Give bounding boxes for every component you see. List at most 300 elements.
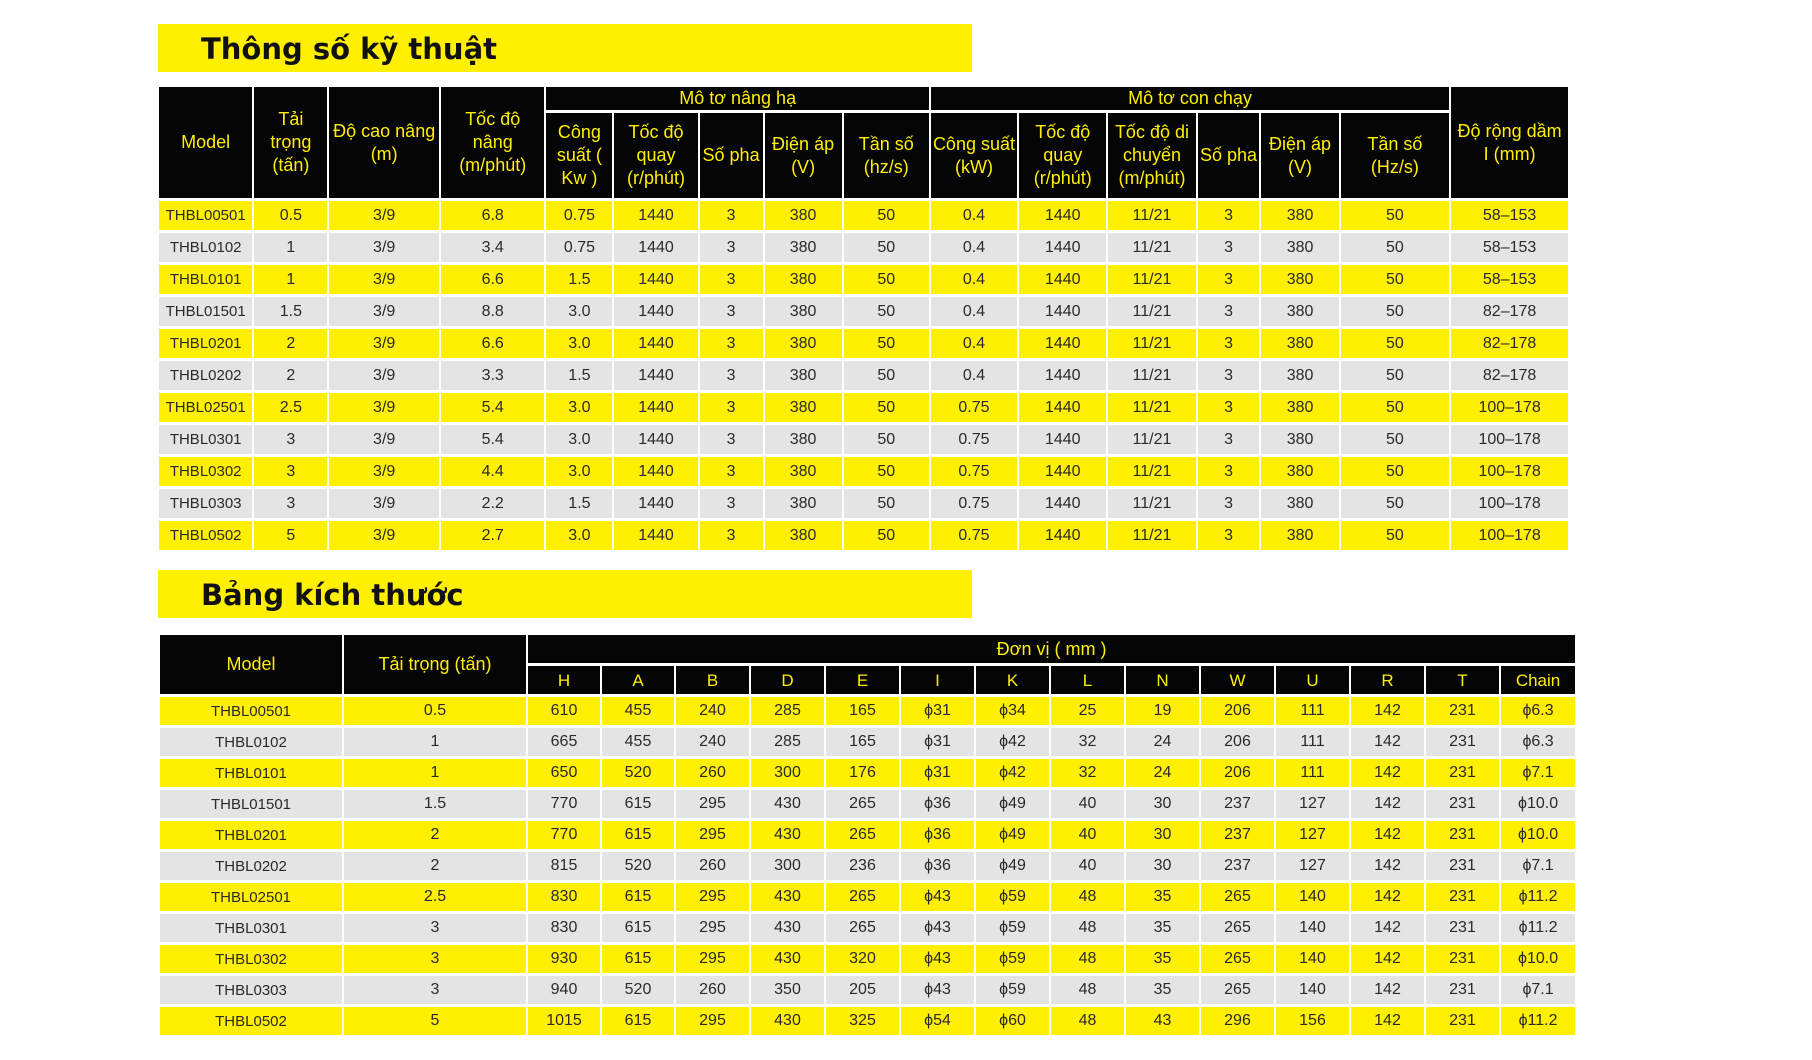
- table-cell: 1440: [1019, 521, 1106, 550]
- table-cell: 231: [1426, 759, 1499, 787]
- table-cell: 5.4: [441, 425, 544, 454]
- table-cell: 100–178: [1451, 425, 1568, 454]
- table-cell: 3.0: [546, 297, 612, 326]
- table-cell: 50: [1341, 457, 1450, 486]
- dim-col-header: A: [602, 666, 674, 694]
- table-cell: 140: [1276, 976, 1349, 1004]
- table-cell: 6.6: [441, 265, 544, 294]
- table-cell: 770: [528, 821, 600, 849]
- specs-table-row: [159, 393, 1568, 422]
- table-cell: 127: [1276, 852, 1349, 880]
- table-cell: 0.4: [931, 265, 1017, 294]
- table-cell: 50: [844, 329, 929, 358]
- dim-col-header: L: [1051, 666, 1124, 694]
- table-cell: 3: [1198, 457, 1260, 486]
- table-cell: 142: [1351, 697, 1424, 725]
- dimensions-table-row: [160, 976, 1575, 1004]
- table-cell: 1440: [1019, 457, 1106, 486]
- table-cell: 50: [844, 425, 929, 454]
- table-cell: ϕ6.3: [1501, 697, 1575, 725]
- table-cell: 2: [344, 821, 526, 849]
- table-cell: 11/21: [1108, 233, 1195, 262]
- table-cell: 265: [826, 790, 899, 818]
- table-cell: ϕ7.1: [1501, 759, 1575, 787]
- table-cell: 615: [602, 883, 674, 911]
- table-cell: 5: [344, 1007, 526, 1035]
- header-beam-width: Độ rộng dầm I (mm): [1451, 87, 1568, 198]
- table-cell: 0.75: [931, 489, 1017, 518]
- table-cell: 3: [700, 521, 763, 550]
- model-cell: THBL0502: [159, 521, 252, 550]
- table-cell: 3: [700, 457, 763, 486]
- model-cell: THBL00501: [160, 697, 342, 725]
- model-cell: THBL0102: [160, 728, 342, 756]
- table-cell: 5.4: [441, 393, 544, 422]
- section-title-specs: Thông số kỹ thuật: [201, 32, 498, 66]
- table-cell: 3: [1198, 393, 1260, 422]
- dim-col-header: Chain: [1501, 666, 1575, 694]
- table-cell: 615: [602, 1007, 674, 1035]
- header-lift-height: Độ cao nâng (m): [329, 87, 439, 198]
- table-cell: 1440: [614, 393, 697, 422]
- table-cell: 3: [700, 329, 763, 358]
- table-cell: 205: [826, 976, 899, 1004]
- model-cell: THBL0101: [159, 265, 252, 294]
- table-cell: ϕ7.1: [1501, 976, 1575, 1004]
- table-cell: 1440: [1019, 265, 1106, 294]
- table-cell: 1.5: [546, 489, 612, 518]
- specs-table-row: [159, 521, 1568, 550]
- table-cell: 380: [765, 233, 842, 262]
- table-cell: 1: [254, 233, 327, 262]
- table-cell: 380: [1261, 329, 1338, 358]
- header-hoist-motor: Mô tơ nâng hạ: [546, 87, 928, 110]
- table-cell: 455: [602, 697, 674, 725]
- header-trolley-speed: Tốc độ di chuyển (m/phút): [1108, 113, 1195, 198]
- dim-header-model: Model: [160, 635, 342, 694]
- table-cell: 1: [344, 759, 526, 787]
- table-cell: 1.5: [546, 361, 612, 390]
- table-cell: 300: [751, 759, 824, 787]
- table-cell: 48: [1051, 1007, 1124, 1035]
- table-cell: 0.75: [931, 425, 1017, 454]
- table-cell: 3.4: [441, 233, 544, 262]
- table-cell: 3.0: [546, 425, 612, 454]
- table-cell: 3: [1198, 201, 1260, 230]
- table-cell: 50: [844, 361, 929, 390]
- table-cell: 32: [1051, 728, 1124, 756]
- table-cell: 1440: [614, 521, 697, 550]
- dimensions-table-row: [160, 914, 1575, 942]
- table-cell: 50: [1341, 297, 1450, 326]
- dimensions-table-row: [160, 728, 1575, 756]
- table-cell: 295: [676, 1007, 749, 1035]
- table-cell: 50: [844, 233, 929, 262]
- table-cell: 142: [1351, 976, 1424, 1004]
- table-cell: 50: [1341, 361, 1450, 390]
- table-cell: 0.4: [931, 361, 1017, 390]
- table-cell: 3.0: [546, 457, 612, 486]
- table-cell: 380: [1261, 425, 1338, 454]
- dim-header-unit: Đơn vị ( mm ): [528, 635, 1575, 663]
- table-cell: 940: [528, 976, 600, 1004]
- specs-table-row: [159, 201, 1568, 230]
- table-cell: 231: [1426, 1007, 1499, 1035]
- table-cell: 380: [765, 201, 842, 230]
- table-cell: 430: [751, 883, 824, 911]
- table-cell: 3/9: [329, 457, 439, 486]
- table-cell: ϕ34: [976, 697, 1049, 725]
- table-cell: 380: [1261, 521, 1338, 550]
- table-cell: 50: [1341, 521, 1450, 550]
- table-cell: 3: [1198, 233, 1260, 262]
- table-cell: 2: [254, 361, 327, 390]
- table-cell: 3/9: [329, 521, 439, 550]
- table-cell: 615: [602, 945, 674, 973]
- table-cell: 650: [528, 759, 600, 787]
- table-cell: 3: [700, 201, 763, 230]
- table-cell: 35: [1126, 914, 1199, 942]
- table-cell: 3: [1198, 297, 1260, 326]
- dimensions-table-row: [160, 852, 1575, 880]
- table-cell: 0.75: [546, 233, 612, 262]
- table-cell: 380: [765, 361, 842, 390]
- table-cell: 50: [844, 201, 929, 230]
- model-cell: THBL01501: [159, 297, 252, 326]
- table-cell: 300: [751, 852, 824, 880]
- table-cell: 206: [1201, 728, 1274, 756]
- table-cell: ϕ43: [901, 914, 974, 942]
- table-cell: 142: [1351, 821, 1424, 849]
- table-cell: 285: [751, 728, 824, 756]
- dimensions-table-row: [160, 945, 1575, 973]
- table-cell: ϕ36: [901, 852, 974, 880]
- table-cell: ϕ43: [901, 883, 974, 911]
- table-cell: ϕ7.1: [1501, 852, 1575, 880]
- table-cell: 295: [676, 914, 749, 942]
- table-cell: 3/9: [329, 393, 439, 422]
- table-cell: 260: [676, 759, 749, 787]
- table-cell: 325: [826, 1007, 899, 1035]
- table-cell: 380: [765, 425, 842, 454]
- table-cell: 1440: [1019, 425, 1106, 454]
- specs-table-row: [159, 233, 1568, 262]
- table-cell: 295: [676, 790, 749, 818]
- table-cell: 50: [1341, 329, 1450, 358]
- table-cell: 8.8: [441, 297, 544, 326]
- table-cell: 3: [700, 393, 763, 422]
- table-cell: 50: [844, 457, 929, 486]
- table-cell: 100–178: [1451, 521, 1568, 550]
- table-cell: ϕ43: [901, 945, 974, 973]
- header-trolley-phase: Số pha: [1198, 113, 1260, 198]
- table-cell: 430: [751, 821, 824, 849]
- table-cell: ϕ10.0: [1501, 945, 1575, 973]
- table-cell: 815: [528, 852, 600, 880]
- table-cell: 1440: [1019, 393, 1106, 422]
- table-cell: ϕ42: [976, 728, 1049, 756]
- table-cell: 1440: [614, 489, 697, 518]
- table-cell: 24: [1126, 759, 1199, 787]
- table-cell: 11/21: [1108, 457, 1195, 486]
- table-cell: ϕ49: [976, 790, 1049, 818]
- table-cell: 1.5: [546, 265, 612, 294]
- table-cell: 231: [1426, 852, 1499, 880]
- table-cell: 11/21: [1108, 329, 1195, 358]
- table-cell: 48: [1051, 945, 1124, 973]
- model-cell: THBL0302: [160, 945, 342, 973]
- table-cell: 296: [1201, 1007, 1274, 1035]
- table-cell: 237: [1201, 852, 1274, 880]
- table-cell: 3: [1198, 521, 1260, 550]
- table-cell: 50: [1341, 489, 1450, 518]
- table-cell: 240: [676, 697, 749, 725]
- table-cell: 3/9: [329, 297, 439, 326]
- model-cell: THBL02501: [160, 883, 342, 911]
- table-cell: 5: [254, 521, 327, 550]
- table-cell: 50: [1341, 265, 1450, 294]
- table-cell: ϕ42: [976, 759, 1049, 787]
- table-cell: 380: [765, 329, 842, 358]
- table-cell: ϕ31: [901, 697, 974, 725]
- table-cell: 0.75: [931, 393, 1017, 422]
- table-cell: 40: [1051, 821, 1124, 849]
- table-cell: 260: [676, 976, 749, 1004]
- table-cell: 3: [254, 425, 327, 454]
- table-cell: ϕ54: [901, 1007, 974, 1035]
- table-cell: 206: [1201, 697, 1274, 725]
- table-cell: 610: [528, 697, 600, 725]
- table-cell: 0.4: [931, 201, 1017, 230]
- model-cell: THBL0502: [160, 1007, 342, 1035]
- table-cell: 165: [826, 728, 899, 756]
- table-cell: 380: [765, 393, 842, 422]
- table-cell: 265: [826, 821, 899, 849]
- table-cell: 265: [826, 914, 899, 942]
- table-cell: 0.4: [931, 297, 1017, 326]
- dim-header-load: Tải trọng (tấn): [344, 635, 526, 694]
- table-cell: 140: [1276, 883, 1349, 911]
- table-cell: 380: [1261, 457, 1338, 486]
- header-hoist-phase: Số pha: [700, 113, 763, 198]
- section-title-dimensions: Bảng kích thước: [201, 578, 464, 612]
- table-cell: 3: [700, 361, 763, 390]
- model-cell: THBL0202: [159, 361, 252, 390]
- specs-table-row: [159, 265, 1568, 294]
- table-cell: 111: [1276, 759, 1349, 787]
- table-cell: 50: [1341, 233, 1450, 262]
- specs-table-body: [159, 201, 1568, 550]
- table-cell: 3: [700, 425, 763, 454]
- table-cell: 40: [1051, 790, 1124, 818]
- table-cell: 100–178: [1451, 489, 1568, 518]
- table-cell: 140: [1276, 945, 1349, 973]
- table-cell: ϕ10.0: [1501, 821, 1575, 849]
- table-cell: 265: [1201, 914, 1274, 942]
- section-banner-dimensions: [158, 570, 972, 618]
- table-cell: 231: [1426, 883, 1499, 911]
- table-cell: 32: [1051, 759, 1124, 787]
- table-cell: 11/21: [1108, 425, 1195, 454]
- table-cell: 3: [1198, 361, 1260, 390]
- table-cell: 3: [1198, 489, 1260, 518]
- table-cell: 3: [254, 457, 327, 486]
- table-cell: 520: [602, 976, 674, 1004]
- table-cell: 1440: [1019, 297, 1106, 326]
- table-cell: 25: [1051, 697, 1124, 725]
- table-cell: ϕ11.2: [1501, 1007, 1575, 1035]
- table-cell: 35: [1126, 883, 1199, 911]
- dim-col-header: R: [1351, 666, 1424, 694]
- table-cell: 165: [826, 697, 899, 725]
- table-cell: 142: [1351, 728, 1424, 756]
- table-cell: 3.0: [546, 521, 612, 550]
- table-cell: 30: [1126, 821, 1199, 849]
- table-cell: 50: [844, 393, 929, 422]
- specs-table-row: [159, 329, 1568, 358]
- table-cell: 206: [1201, 759, 1274, 787]
- table-cell: 0.75: [931, 521, 1017, 550]
- table-cell: ϕ10.0: [1501, 790, 1575, 818]
- table-cell: 237: [1201, 790, 1274, 818]
- table-cell: 1440: [614, 297, 697, 326]
- table-cell: 380: [1261, 201, 1338, 230]
- table-cell: ϕ31: [901, 728, 974, 756]
- table-cell: 665: [528, 728, 600, 756]
- dim-col-header: D: [751, 666, 824, 694]
- table-cell: 231: [1426, 790, 1499, 818]
- table-cell: 1440: [1019, 201, 1106, 230]
- dimensions-table-row: [160, 1007, 1575, 1035]
- table-cell: 48: [1051, 976, 1124, 1004]
- table-cell: 830: [528, 914, 600, 942]
- table-cell: 11/21: [1108, 393, 1195, 422]
- table-cell: 380: [765, 489, 842, 518]
- table-cell: 50: [844, 265, 929, 294]
- table-cell: ϕ49: [976, 852, 1049, 880]
- table-cell: 35: [1126, 945, 1199, 973]
- table-cell: 380: [765, 265, 842, 294]
- table-cell: 142: [1351, 790, 1424, 818]
- model-cell: THBL0201: [160, 821, 342, 849]
- table-cell: 1440: [614, 457, 697, 486]
- table-cell: 1440: [614, 265, 697, 294]
- header-hoist-rpm: Tốc độ quay (r/phút): [614, 113, 697, 198]
- table-cell: 231: [1426, 821, 1499, 849]
- header-model: Model: [159, 87, 252, 198]
- dimensions-table-body: [160, 697, 1575, 1035]
- table-cell: 380: [765, 457, 842, 486]
- table-cell: 58–153: [1451, 233, 1568, 262]
- header-trolley-freq: Tần số (Hz/s): [1341, 113, 1450, 198]
- table-cell: 4.4: [441, 457, 544, 486]
- table-cell: 50: [844, 297, 929, 326]
- table-cell: 2.5: [254, 393, 327, 422]
- table-cell: ϕ59: [976, 914, 1049, 942]
- table-cell: 265: [1201, 976, 1274, 1004]
- table-cell: 6.8: [441, 201, 544, 230]
- table-cell: 0.75: [546, 201, 612, 230]
- table-cell: 430: [751, 945, 824, 973]
- table-cell: 11/21: [1108, 265, 1195, 294]
- table-cell: 265: [1201, 945, 1274, 973]
- table-cell: 100–178: [1451, 393, 1568, 422]
- table-cell: 770: [528, 790, 600, 818]
- table-cell: 24: [1126, 728, 1199, 756]
- table-cell: 231: [1426, 728, 1499, 756]
- table-cell: 430: [751, 790, 824, 818]
- header-trolley-power: Công suất (kW): [931, 113, 1017, 198]
- table-cell: 3: [344, 976, 526, 1004]
- table-cell: 380: [1261, 265, 1338, 294]
- table-cell: ϕ36: [901, 790, 974, 818]
- table-cell: 11/21: [1108, 489, 1195, 518]
- table-cell: 142: [1351, 852, 1424, 880]
- table-cell: 142: [1351, 1007, 1424, 1035]
- table-cell: 111: [1276, 697, 1349, 725]
- dim-col-header: K: [976, 666, 1049, 694]
- table-cell: 58–153: [1451, 265, 1568, 294]
- dimensions-table-row: [160, 759, 1575, 787]
- table-cell: 127: [1276, 821, 1349, 849]
- model-cell: THBL0303: [159, 489, 252, 518]
- dim-col-header: W: [1201, 666, 1274, 694]
- table-cell: 3: [700, 489, 763, 518]
- dim-col-header: U: [1276, 666, 1349, 694]
- header-lift-speed: Tốc độ nâng (m/phút): [441, 87, 544, 198]
- table-cell: ϕ36: [901, 821, 974, 849]
- table-cell: 48: [1051, 883, 1124, 911]
- header-load: Tải trọng (tấn): [254, 87, 327, 198]
- table-cell: 3/9: [329, 425, 439, 454]
- table-cell: 1440: [614, 425, 697, 454]
- table-cell: 2.2: [441, 489, 544, 518]
- table-cell: 50: [1341, 425, 1450, 454]
- table-cell: 3: [254, 489, 327, 518]
- table-cell: ϕ31: [901, 759, 974, 787]
- table-cell: 3: [700, 297, 763, 326]
- table-cell: 380: [1261, 393, 1338, 422]
- table-cell: 0.5: [254, 201, 327, 230]
- table-cell: 1: [254, 265, 327, 294]
- table-cell: 615: [602, 821, 674, 849]
- table-cell: 237: [1201, 821, 1274, 849]
- table-cell: 142: [1351, 883, 1424, 911]
- table-cell: 48: [1051, 914, 1124, 942]
- dimensions-table-row: [160, 821, 1575, 849]
- table-cell: 3/9: [329, 329, 439, 358]
- table-cell: ϕ59: [976, 945, 1049, 973]
- table-cell: 380: [1261, 233, 1338, 262]
- model-cell: THBL0303: [160, 976, 342, 1004]
- table-cell: 1.5: [344, 790, 526, 818]
- table-cell: 100–178: [1451, 457, 1568, 486]
- table-cell: 11/21: [1108, 297, 1195, 326]
- table-cell: 2: [254, 329, 327, 358]
- table-cell: 3/9: [329, 265, 439, 294]
- table-cell: 82–178: [1451, 361, 1568, 390]
- table-cell: ϕ6.3: [1501, 728, 1575, 756]
- table-cell: ϕ60: [976, 1007, 1049, 1035]
- table-cell: 380: [1261, 297, 1338, 326]
- table-cell: 3/9: [329, 489, 439, 518]
- table-cell: 2.7: [441, 521, 544, 550]
- header-hoist-freq: Tần số (hz/s): [844, 113, 929, 198]
- header-hoist-power: Công suất ( Kw ): [546, 113, 612, 198]
- model-cell: THBL00501: [159, 201, 252, 230]
- table-cell: 1: [344, 728, 526, 756]
- table-cell: ϕ59: [976, 883, 1049, 911]
